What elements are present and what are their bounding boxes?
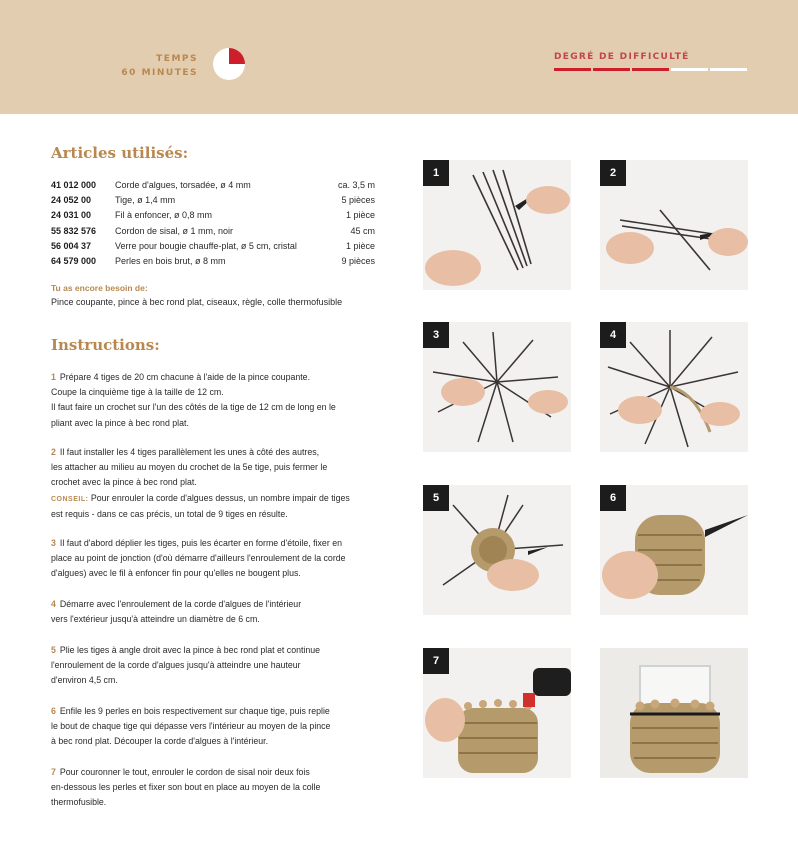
- step-badge: 2: [600, 160, 626, 186]
- step-badge: 3: [423, 322, 449, 348]
- difficulty-segment: [671, 68, 708, 71]
- articles-title: Articles utilisés:: [51, 144, 189, 162]
- article-code: 41 012 000: [51, 180, 97, 190]
- finished-photo: [600, 648, 748, 778]
- step-text: Pour couronner le tout, enrouler le cordon de sisal noir deux fois: [59, 767, 310, 777]
- step-number: 1: [51, 372, 56, 382]
- difficulty-segment: [554, 68, 591, 71]
- step-text: l'enroulement de la corde d'algues jusqu'à atteindre une hauteur: [51, 660, 301, 671]
- article-row: [51, 193, 375, 208]
- article-qty: 9 pièces: [341, 256, 375, 267]
- step-text: les attacher au milieu au moyen du crochet de la 5e tige, puis fermer le: [51, 462, 328, 473]
- article-code: 55 832 576: [51, 225, 97, 236]
- step-photo-6: [600, 485, 748, 615]
- article-desc: Tige, ø 1,4 mm: [115, 195, 176, 206]
- step-text: d'algues) avec le fil à enfoncer fin pour qu'elles ne bougent plus.: [51, 568, 301, 579]
- step-text: Démarre avec l'enroulement de la corde d'algues de l'intérieur: [59, 599, 302, 609]
- step-number: 3: [51, 538, 56, 548]
- difficulty-segment: [632, 68, 669, 71]
- articles-table: [51, 178, 375, 269]
- step-4: [51, 597, 381, 627]
- step-number: 6: [51, 706, 56, 716]
- step-badge: 5: [423, 485, 449, 511]
- step-text: Enfile les 9 perles en bois respectivement sur chaque tige, puis replie: [59, 706, 330, 716]
- step-text: place au point de jonction (d'où démarre d'ailleurs l'enroulement de la corde: [51, 553, 346, 564]
- step-number: 2: [51, 447, 56, 457]
- step-text: le bout de chaque tige qui dépasse vers l'intérieur au moyen de la pince: [51, 721, 331, 732]
- needed-text: Pince coupante, pince à bec rond plat, ciseaux, règle, colle thermofusible: [51, 297, 343, 307]
- step-3: [51, 536, 381, 582]
- article-qty: ca. 3,5 m: [337, 180, 375, 190]
- step-text: Coupe la cinquième tige à la taille de 12 cm.: [51, 387, 224, 398]
- article-row: [51, 239, 375, 254]
- difficulty-segment: [710, 68, 747, 71]
- article-row: [51, 224, 375, 239]
- tip-text: Pour enrouler la corde d'algues dessus, un nombre impair de tiges: [90, 492, 350, 503]
- article-qty: 1 pièce: [345, 240, 375, 251]
- step-photo-3: [423, 322, 571, 452]
- article-desc: Corde d'algues, torsadée, ø 4 mm: [115, 180, 251, 190]
- article-row: [51, 254, 375, 269]
- step-photo-4: [600, 322, 748, 452]
- step-6: [51, 704, 381, 750]
- article-qty: 45 cm: [350, 225, 375, 236]
- step-photo-2: [600, 160, 748, 290]
- tip-text: est requis - dans ce cas précis, un total de 9 tiges en résulte.: [51, 508, 288, 519]
- difficulty-label: DEGRÉ DE DIFFICULTÉ: [554, 52, 690, 62]
- step-badge: 6: [600, 485, 626, 511]
- step-text: crochet avec la pince à bec rond plat.: [51, 477, 197, 488]
- article-qty: 1 pièce: [345, 210, 375, 221]
- step-badge: 4: [600, 322, 626, 348]
- step-text: en-dessous les perles et fixer son bout en place au moyen de la colle: [51, 782, 321, 793]
- step-text: Il faut d'abord déplier les tiges, puis les écarter en forme d'étoile, fixer en: [59, 538, 342, 548]
- step-7: [51, 765, 381, 811]
- step-text: pliant avec la pince à bec rond plat.: [51, 417, 189, 428]
- time-value: 60 MINUTES: [121, 68, 198, 78]
- step-number: 5: [51, 645, 56, 655]
- step-text: d'environ 4,5 cm.: [51, 675, 118, 686]
- step-photo-1: [423, 160, 571, 290]
- difficulty-segment: [593, 68, 630, 71]
- step-text: thermofusible.: [51, 797, 107, 808]
- article-code: 56 004 37: [51, 240, 92, 251]
- step-text: Plie les tiges à angle droit avec la pince à bec rond plat et continue: [59, 645, 321, 655]
- article-desc: Fil à enfoncer, ø 0,8 mm: [115, 210, 213, 221]
- header-band: [0, 0, 798, 114]
- instructions-title: Instructions:: [51, 336, 160, 354]
- clock-icon: [212, 47, 246, 81]
- time-label: TEMPS: [156, 54, 198, 64]
- article-desc: Cordon de sisal, ø 1 mm, noir: [115, 225, 234, 236]
- article-code: 24 031 00: [51, 210, 92, 221]
- step-badge: 1: [423, 160, 449, 186]
- step-photo-5: [423, 485, 571, 615]
- article-qty: 5 pièces: [341, 195, 375, 206]
- step-badge: 7: [423, 648, 449, 674]
- tip-label: CONSEIL:: [51, 495, 89, 503]
- article-desc: Perles en bois brut, ø 8 mm: [115, 256, 226, 267]
- step-photo-7: [423, 648, 571, 778]
- time-label-block: [121, 52, 198, 80]
- article-code: 24 052 00: [51, 195, 92, 206]
- step-text: Il faut faire un crochet sur l'un des côtés de la tige de 12 cm de long en le: [51, 402, 336, 413]
- step-5: [51, 643, 381, 689]
- step-text: vers l'extérieur jusqu'à atteindre un diamètre de 6 cm.: [51, 614, 260, 625]
- step-2: [51, 445, 381, 522]
- article-desc: Verre pour bougie chauffe-plat, ø 5 cm, cristal: [115, 240, 297, 251]
- article-code: 64 579 000: [51, 256, 97, 267]
- step-text: Il faut installer les 4 tiges parallèlement les unes à côté des autres,: [59, 447, 320, 457]
- step-text: Prépare 4 tiges de 20 cm chacune à l'aide de la pince coupante.: [59, 372, 311, 382]
- step-1: [51, 370, 381, 431]
- article-row: [51, 208, 375, 223]
- step-text: à bec rond plat. Découper la corde d'algues à l'intérieur.: [51, 736, 269, 747]
- article-row: [51, 178, 375, 193]
- step-number: 4: [51, 599, 56, 609]
- step-number: 7: [51, 767, 56, 777]
- needed-title: Tu as encore besoin de:: [51, 283, 148, 293]
